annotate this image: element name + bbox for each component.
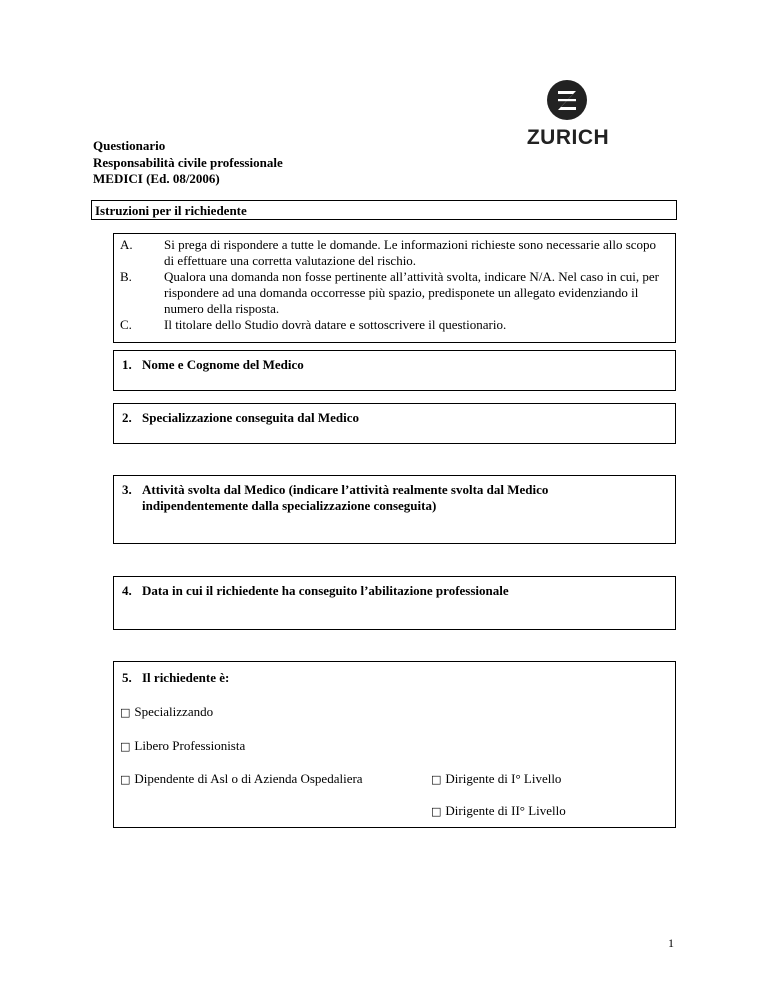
title-line-2: Responsabilità civile professionale: [93, 154, 283, 170]
instruction-letter: A.: [120, 237, 133, 252]
checkbox-icon[interactable]: □: [120, 740, 131, 753]
option-specializzando[interactable]: [120, 704, 213, 720]
option-label: Dirigente di II° Livello: [445, 803, 566, 818]
zurich-wordmark: ZURICH: [526, 126, 610, 149]
option-label: Dipendente di Asl o di Azienda Ospedaliera: [134, 771, 363, 786]
instruction-letter: C.: [120, 317, 132, 332]
instruction-item: [120, 269, 665, 317]
question-3-box[interactable]: [113, 475, 676, 544]
question-2-box[interactable]: [113, 403, 676, 444]
page-number: 1: [668, 936, 674, 950]
checkbox-icon[interactable]: □: [120, 773, 131, 786]
checkbox-icon[interactable]: □: [431, 805, 442, 818]
checkbox-icon[interactable]: □: [120, 706, 131, 719]
zurich-logo: [513, 80, 623, 152]
question-number: 2.: [122, 410, 132, 425]
option-label: Dirigente di I° Livello: [445, 771, 562, 786]
zurich-emblem-icon: [547, 80, 587, 120]
question-number: 5.: [122, 670, 132, 685]
option-dirigente-secondo-livello[interactable]: [431, 803, 566, 819]
instruction-item: [120, 317, 665, 333]
instruction-text: Si prega di rispondere a tutte le domande. Le informazioni richieste sono necessarie allo scopo di effettuare una corretta valutazione del rischio.: [164, 237, 657, 268]
instructions-list: [113, 233, 676, 343]
question-number: 3.: [122, 482, 132, 497]
question-text: Il richiedente è:: [142, 670, 230, 685]
question-5-box: [113, 661, 676, 828]
option-dipendente[interactable]: [120, 771, 363, 787]
question-number: 1.: [122, 357, 132, 372]
question-1-box[interactable]: [113, 350, 676, 391]
question-4-box[interactable]: [113, 576, 676, 630]
instructions-heading: Istruzioni per il richiedente: [91, 200, 677, 220]
checkbox-icon[interactable]: □: [431, 773, 442, 786]
question-number: 4.: [122, 583, 132, 598]
title-line-1: Questionario: [93, 138, 166, 153]
option-label: Specializzando: [134, 704, 214, 719]
instruction-item: [120, 237, 665, 269]
question-5-heading: [114, 662, 229, 686]
question-text: Data in cui il richiedente ha conseguito l’abilitazione professionale: [142, 583, 509, 598]
question-text: Attività svolta dal Medico (indicare l’attività realmente svolta dal Medico indipendentemente dalla specializzazione conseguita): [142, 482, 549, 513]
question-text: Specializzazione conseguita dal Medico: [142, 410, 360, 425]
instruction-text: Il titolare dello Studio dovrà datare e sottoscrivere il questionario.: [164, 317, 507, 332]
instruction-text: Qualora una domanda non fosse pertinente all’attività svolta, indicare N/A. Nel caso in cui, per rispondere ad una domanda occorresse più spazio, predisponete un allegato evidenziando il numero della risposta.: [164, 269, 659, 316]
option-label: Libero Professionista: [134, 738, 246, 753]
question-text: Nome e Cognome del Medico: [142, 357, 304, 372]
option-libero-professionista[interactable]: [120, 738, 245, 754]
title-line-3: MEDICI (Ed. 08/2006): [93, 171, 220, 186]
form-title: [93, 138, 283, 188]
option-dirigente-primo-livello[interactable]: [431, 771, 561, 787]
instruction-letter: B.: [120, 269, 132, 284]
